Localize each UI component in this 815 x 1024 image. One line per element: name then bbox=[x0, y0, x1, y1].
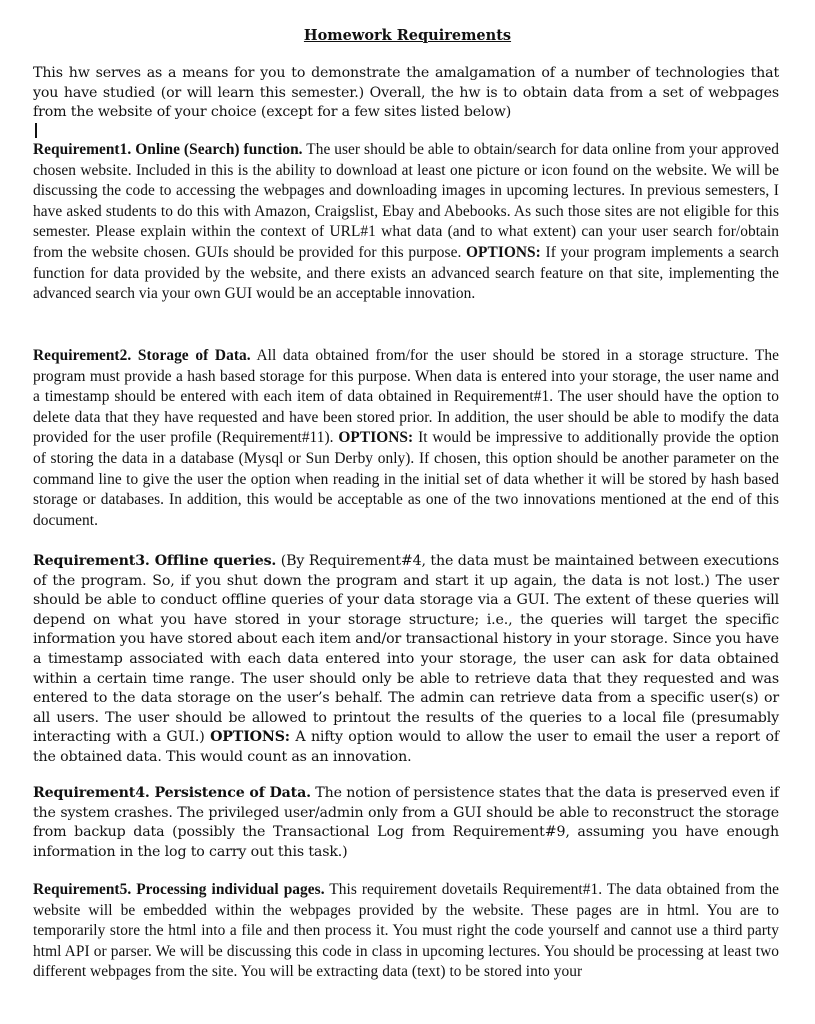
page-title: Homework Requirements bbox=[303, 27, 512, 44]
requirement-1-body: The user should be able to obtain/search for data online from your approved chosen website. Included in this is the ability to download at least one picture or icon found on the website. We will be discussing the code to accessing the webpages and downloading images in upcoming lectures. In previous semesters, I have asked students to do this with Amazon, Craigslist, Ebay and Abebooks. As such those sites are not eligible for this semester. Please explain within the context of URL#1 what data (and to what extent) can your user search for/obtain from the website chosen. GUIs should be provided for this purpose. bbox=[33, 141, 779, 261]
text-cursor bbox=[35, 123, 37, 138]
intro-paragraph: This hw serves as a means for you to demonstrate the amalgamation of a number of technologies that you have studied (or will learn this semester.) Overall, the hw is to obtain data from a set of webpages from the website of your choice (except for a few sites listed below) bbox=[33, 65, 779, 121]
requirement-3-options-body: A nifty option would to allow the user to email the user a report of the obtained data. This would count as an innovation. bbox=[33, 729, 779, 765]
requirement-3 bbox=[33, 552, 779, 768]
requirement-5-body: This requirement dovetails Requirement#1. The data obtained from the website will be embedded within the webpages provided by the website. These pages are in html. You are to temporarily store the html into a file and then process it. You must right the code yourself and cannot use a third party html API or parser. We will be discussing this code in class in upcoming lectures. You should be processing at least two different webpages from the site. You will be extracting data (text) to be stored into your bbox=[33, 881, 780, 981]
requirement-1-options-body: If your program implements a search function for data provided by the website, and there exists an advanced search feature on that site, implementing the advanced search via your own GUI would be an acceptable innovation. bbox=[33, 243, 779, 303]
requirement-1 bbox=[33, 140, 779, 305]
requirement-3-options-label: OPTIONS: bbox=[210, 729, 290, 746]
requirement-3-body: (By Requirement#4, the data must be maintained between executions of the program. So, if you shut down the program and start it up again, the data is not lost.) The user should be able to conduct offline queries of your data storage via a GUI. The extent of these queries will depend on what you have stored in your storage structure; i.e., the queries will target the specific information you have stored about each item and/or transactional history in your storage. Since you have a timestamp associated with each data entered into your storage, the user can ask for data obtained within a certain time range. The user should only be able to retrieve data that they requested and was entered to the data storage on the user’s behalf. The admin can retrieve data from a specific user(s) or all users. The user should be allowed to printout the results of the queries to a local file (presumably interacting with a GUI.) bbox=[33, 553, 779, 746]
requirement-1-label: Requirement1. Online (Search) function. bbox=[33, 141, 303, 158]
requirement-5-label: Requirement5. Processing individual pages. bbox=[33, 881, 325, 898]
requirement-2-options-body: It would be impressive to additionally provide the option of storing the data in a database (Mysql or Sun Derby only). If chosen, this option should be another parameter on the command line to give the user the option when reading in the initial set of data whether it will be stored by hash based storage or databases. In addition, this would be acceptable as one of the two innovations mentioned at the end of this document. bbox=[33, 429, 779, 529]
requirement-4 bbox=[33, 784, 779, 862]
requirement-3-label: Requirement3. Offline queries. bbox=[33, 553, 277, 569]
requirement-2-body: All data obtained from/for the user should be stored in a storage structure. The program must provide a hash based storage for this purpose. When data is entered into your storage, the user name and a timestamp should be entered with each item of data obtained in Requirement#1. The user should have the option to delete data that they have requested and have been stored prior. In addition, the user should be able to modify the data provided for the user profile (Requirement#11). bbox=[33, 347, 779, 447]
requirement-5 bbox=[33, 880, 779, 983]
requirement-2-options-label: OPTIONS: bbox=[338, 429, 414, 447]
requirement-4-body: The notion of persistence states that the data is preserved even if the system crashes. The privileged user/admin only from a GUI should be able to reconstruct the storage from backup data (possibly the Transactional Log from Requirement#9, assuming you have enough information in the log to carry out this task.) bbox=[33, 785, 779, 860]
requirement-4-label: Requirement4. Persistence of Data. bbox=[33, 785, 311, 801]
requirement-1-options-label: OPTIONS: bbox=[466, 243, 541, 261]
requirement-2 bbox=[33, 346, 779, 531]
requirement-2-label: Requirement2. Storage of Data. bbox=[33, 347, 251, 364]
